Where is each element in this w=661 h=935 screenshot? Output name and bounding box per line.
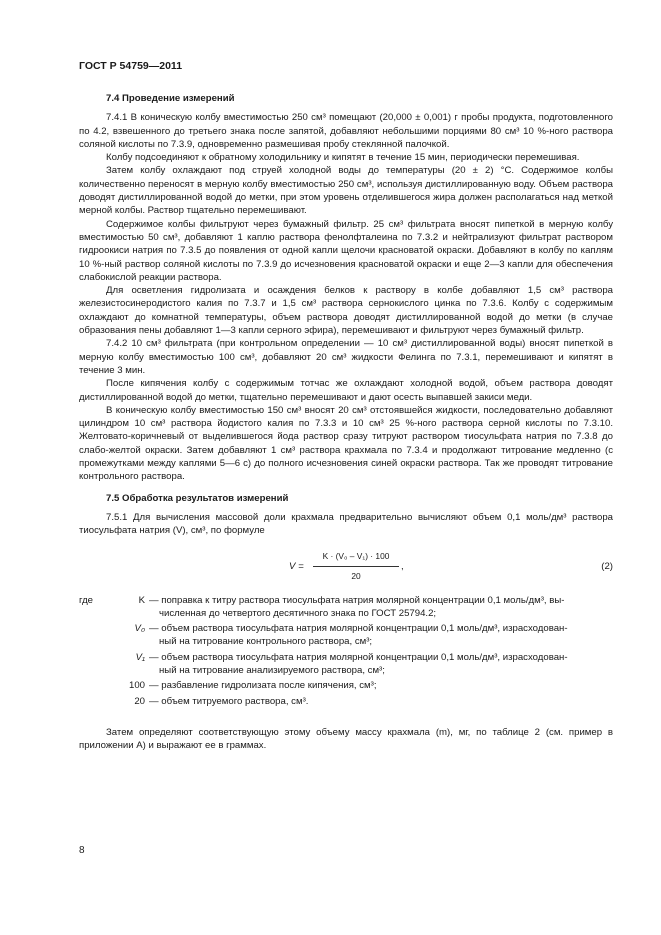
definition-line: — объем титруемого раствора, см³.: [149, 695, 309, 707]
definition-line: ный на титрование анализируемого раствора, см³;: [159, 664, 385, 676]
paragraph: Колбу подсоединяют к обратному холодильнику и кипятят в течение 15 мин, периодически перемешивая.: [106, 152, 580, 164]
definition-line: — объем раствора тиосульфата натрия молярной концентрации 0,1 моль/дм³, израсходован-: [149, 651, 568, 663]
paragraph: После кипячения колбу с содержимым тотчас же охлаждают холодной водой, объем раствора доводят дистиллированной водой до метки, тщательно перемешивают и дают осесть выпавшей закиси меди.: [79, 378, 613, 403]
definition-line: ный на титрование контрольного раствора, см³;: [159, 636, 373, 648]
definition-symbol: V₁: [135, 651, 145, 663]
definition-item: [79, 594, 613, 621]
definition-symbol: 20: [134, 695, 145, 707]
definition-symbol: V₀: [134, 623, 145, 635]
formula-fraction: [313, 550, 399, 584]
standard-header: ГОСТ Р 54759—2011: [79, 60, 183, 72]
section-7-5-title: 7.5 Обработка результатов измерений: [106, 492, 289, 504]
formula-numerator: K · (V₀ – V₁) · 100: [313, 550, 399, 567]
formula-number: (2): [601, 560, 613, 572]
paragraph: В коническую колбу вместимостью 150 см³ вносят 20 см³ отстоявшейся жидкости, последовательно добавляют цилиндром 10 см³ раствора йодистого калия по 7.3.3 и 10 см³ 25 %-ного раствора серной кислоты по 7.3.10. Желтовато-коричневый от выделившегося йода раствор сразу титруют раствором тиосульфата натрия по 7.3.8 до слабо-желтой окраски. Затем добавляют 1 см³ раствора крахмала по 7.3.4 и продолжают титрование медленно (с промежутками между каплями 5—6 с) до полного исчезновения синей окраски раствора. Так же проводят титрование контрольного раствора.: [79, 404, 613, 483]
section-7-4-title: 7.4 Проведение измерений: [106, 93, 235, 104]
definition-text: [149, 622, 613, 649]
definition-text: [149, 594, 613, 621]
definition-item: [79, 622, 613, 649]
definition-item: [79, 651, 613, 678]
paragraph: 7.5.1 Для вычисления массовой доли крахмала предварительно вычисляют объем 0,1 моль/дм³ раствора тиосульфата натрия (V), см³, по формуле: [79, 511, 613, 537]
formula-trail: ,: [401, 560, 404, 572]
definition-line: численная до четвертого десятичного знака по ГОСТ 25794.2;: [159, 607, 437, 619]
definition-text: [149, 695, 613, 708]
definition-item: [79, 679, 613, 692]
document-body: [79, 92, 613, 752]
formula-2: [79, 544, 613, 590]
definition-text: [149, 679, 613, 692]
paragraph: Затем определяют соответствующую этому объему массу крахмала (m), мг, по таблице 2 (см. пример в приложении А) и выражают ее в граммах.: [79, 726, 613, 752]
definition-symbol: K: [138, 594, 145, 606]
definition-item: [79, 695, 613, 708]
paragraph: Для осветления гидролизата и осаждения белков к раствору в колбе добавляют 1,5 см³ раствора железистосинеродистого калия по 7.3.7 и 1,5 см³ раствора сернокислого цинка по 7.3.6. Колбу с содержимым охлаждают до комнатной температуры, объем раствора доводят дистиллированной водой до метки (в случае образования пены добавляют 1—3 капли серного эфира), перемешивают и фильтруют через бумажный фильтр.: [79, 285, 613, 337]
page-number: 8: [79, 845, 85, 856]
definition-line: — поправка к титру раствора тиосульфата натрия молярной концентрации 0,1 моль/дм³, вы-: [149, 594, 565, 606]
formula-lhs: V =: [289, 560, 304, 572]
paragraph: Содержимое колбы фильтруют через бумажный фильтр. 25 см³ фильтрата вносят пипеткой в мерную колбу вместимостью 50 см³, добавляют 1 каплю раствора фенолфталеина по 7.3.2 и нейтрализуют фильтрат раствором гидроокиси натрия по 7.3.5 до появления от одной капли щелочи красноватой окраски. Добавляют в колбу по каплям 10 %-ный раствор соляной кислоты по 7.3.9 до исчезновения красноватой окраски и еще 2—3 капли для обеспечения слабокислой реакции раствора.: [79, 218, 613, 283]
paragraph: 7.4.1 В коническую колбу вместимостью 250 см³ помещают (20,000 ± 0,001) г пробы продукта, подготовленного по 4.2, взвешенного до третьего знака после запятой, добавляют небольшими порциями 80 см³ 10 %-ного раствора соляной кислоты по 7.3.9, одновременно размешивая пробу стеклянной палочкой.: [79, 112, 613, 150]
formula-denominator: 20: [351, 570, 361, 581]
definition-line: — разбавление гидролизата после кипячения, см³;: [149, 680, 377, 692]
definition-text: [149, 651, 613, 678]
definitions-list: [79, 594, 613, 708]
paragraph: Затем колбу охлаждают под струей холодной воды до температуры (20 ± 2) °С. Содержимое колбы количественно переносят в мерную колбу вместимостью 250 см³, используя дистиллированную воду. Объем раствора доводят дистиллированной водой до метки, при этом уровень отделившегося жира должен располагаться над меткой мерной колбы. Раствор тщательно перемешивают.: [79, 165, 613, 217]
where-label: где: [79, 594, 94, 606]
definition-symbol: 100: [128, 680, 145, 692]
definition-line: — объем раствора тиосульфата натрия молярной концентрации 0,1 моль/дм³, израсходован-: [149, 623, 568, 635]
paragraph: 7.4.2 10 см³ фильтрата (при контрольном определении — 10 см³ дистиллированной воды) вносят пипеткой в мерную колбу вместимостью 100 см³, добавляют 20 см³ жидкости Фелинга по 7.3.1, перемешивают и кипятят в течение 3 мин.: [79, 338, 613, 376]
